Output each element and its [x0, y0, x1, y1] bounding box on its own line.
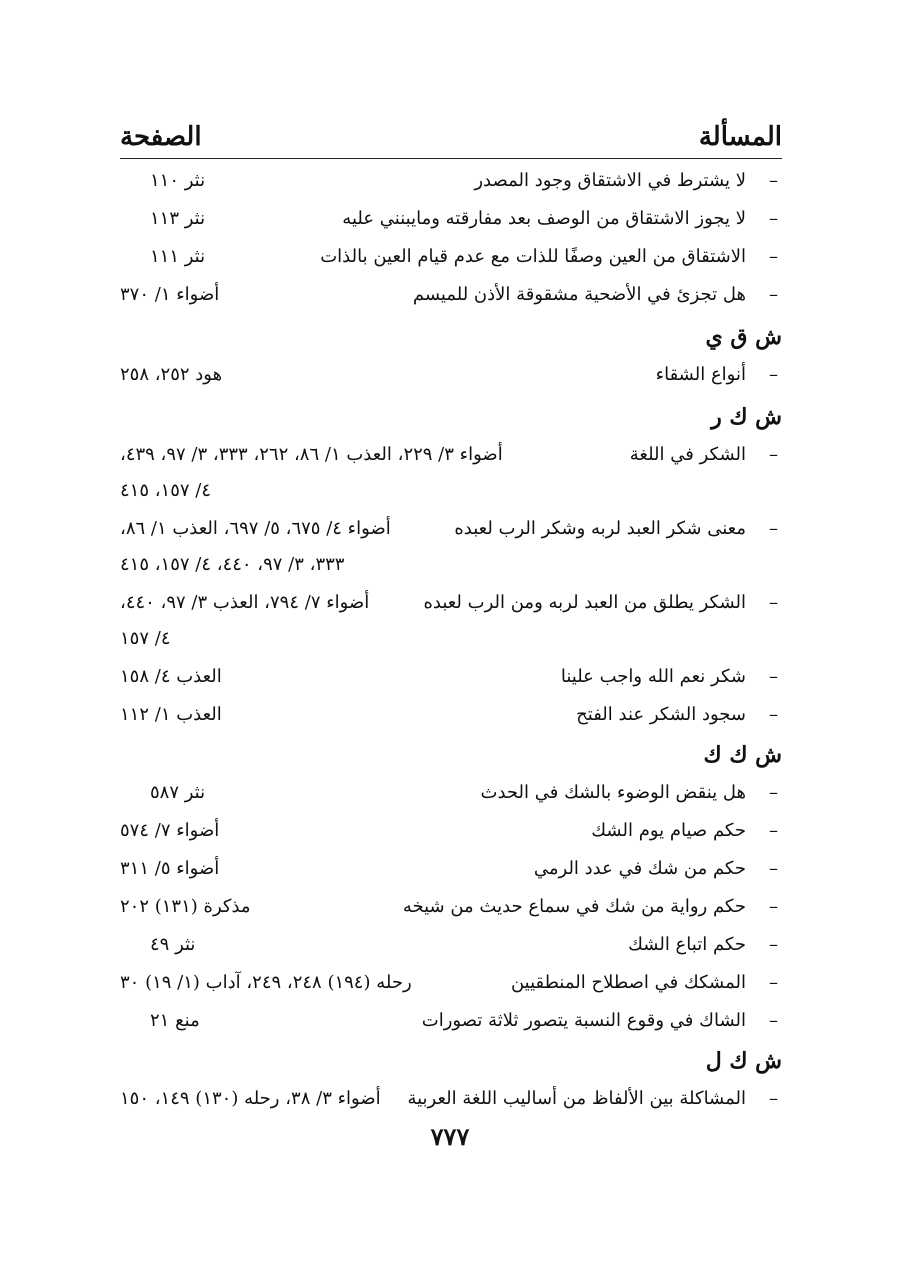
table-header — [120, 118, 782, 159]
entry-dash: – — [769, 1010, 778, 1031]
entry-reference: منع ٢١ — [150, 1010, 200, 1031]
page-column-heading: الصفحة — [120, 122, 202, 152]
entry-dash: – — [769, 364, 778, 385]
index-entry — [120, 357, 782, 393]
entry-topic: هل تجزئ في الأضحية مشقوقة الأذن للميسم — [412, 284, 746, 305]
entry-topic: شكر نعم الله واجب علينا — [560, 666, 746, 687]
entry-topic: حكم رواية من شك في سماع حديث من شيخه — [402, 896, 746, 917]
entry-reference: العذب ١/ ١١٢ — [120, 704, 222, 725]
entry-dash: – — [769, 782, 778, 803]
entry-topic: المشاكلة بين الألفاظ من أساليب اللغة العربية — [407, 1088, 746, 1109]
entry-reference: نثر ١١٣ — [150, 208, 206, 229]
entry-topic: الاشتقاق من العين وصفًا للذات مع عدم قيام العين بالذات — [320, 246, 746, 267]
entry-reference: هود ٢٥٢، ٢٥٨ — [120, 364, 223, 385]
entry-reference: أضواء ٣/ ٢٢٩، العذب ١/ ٨٦، ٢٦٢، ٣٣٣، ٣/ ٩٧، ٤٣٩، — [120, 444, 503, 465]
entry-dash: – — [769, 972, 778, 993]
entry-topic: الشكر يطلق من العبد لربه ومن الرب لعبده — [423, 592, 746, 613]
issue-column-heading: المسألة — [698, 122, 782, 152]
entry-topic: الشكر في اللغة — [629, 444, 746, 465]
index-page — [120, 118, 782, 1109]
entry-dash: – — [769, 284, 778, 305]
index-entry — [120, 965, 782, 1001]
index-entry — [120, 437, 782, 473]
entry-dash: – — [769, 208, 778, 229]
entry-reference: أضواء ١/ ٣٧٠ — [120, 284, 220, 305]
entry-reference: نثر ١١٠ — [150, 170, 206, 191]
entry-dash: – — [769, 170, 778, 191]
index-entry — [120, 511, 782, 547]
entry-topic: معنى شكر العبد لربه وشكر الرب لعبده — [454, 518, 746, 539]
entry-reference: العذب ٤/ ١٥٨ — [120, 666, 222, 687]
entry-topic: هل ينقض الوضوء بالشك في الحدث — [480, 782, 746, 803]
entry-reference: نثر ٥٨٧ — [150, 782, 206, 803]
index-entry — [120, 201, 782, 237]
entry-dash: – — [769, 666, 778, 687]
entry-reference: مذكرة (١٣١) ٢٠٢ — [120, 896, 251, 917]
entry-dash: – — [769, 592, 778, 613]
entry-dash: – — [769, 704, 778, 725]
entry-dash: – — [769, 896, 778, 917]
entry-topic: لا يشترط في الاشتقاق وجود المصدر — [474, 170, 746, 191]
entry-dash: – — [769, 858, 778, 879]
index-entry — [120, 163, 782, 199]
entry-reference: أضواء ٣/ ٣٨، رحله (١٣٠) ١٤٩، ١٥٠ — [120, 1088, 381, 1109]
entry-reference: نثر ١١١ — [150, 246, 206, 267]
entry-dash: – — [769, 1088, 778, 1109]
index-entry — [120, 1081, 782, 1117]
entry-reference: رحله (١٩٤) ٢٤٨، ٢٤٩، آداب (١/ ١٩) ٣٠ — [120, 972, 412, 993]
entry-reference-continued: ٤/ ١٥٧، ٤١٥ — [120, 480, 212, 501]
entry-topic: أنواع الشقاء — [655, 364, 746, 385]
entry-reference: أضواء ٧/ ٧٩٤، العذب ٣/ ٩٧، ٤٤٠، — [120, 592, 370, 613]
root-heading: ش ق ي — [705, 324, 782, 350]
index-entry — [120, 585, 782, 621]
entry-reference: أضواء ٤/ ٦٧٥، ٥/ ٦٩٧، العذب ١/ ٨٦، — [120, 518, 391, 539]
entry-dash: – — [769, 934, 778, 955]
entry-topic: لا يجوز الاشتقاق من الوصف بعد مفارقته ومايبنني عليه — [342, 208, 746, 229]
entry-dash: – — [769, 444, 778, 465]
root-heading: ش ك ر — [711, 404, 782, 430]
entry-dash: – — [769, 246, 778, 267]
entry-reference-continued: ٣٣٣، ٣/ ٩٧، ٤٤٠، ٤/ ١٥٧، ٤١٥ — [120, 554, 345, 575]
entry-topic: حكم من شك في عدد الرمي — [533, 858, 746, 879]
index-entry — [120, 851, 782, 887]
index-entry — [120, 277, 782, 313]
root-heading: ش ك ك — [703, 742, 782, 768]
entry-reference-continued: ٤/ ١٥٧ — [120, 628, 171, 649]
index-entry — [120, 239, 782, 275]
entry-reference: أضواء ٥/ ٣١١ — [120, 858, 220, 879]
page-number: ٧٧٧ — [430, 1122, 470, 1151]
entry-reference: نثر ٤٩ — [150, 934, 196, 955]
entry-topic: المشكك في اصطلاح المنطقيين — [510, 972, 746, 993]
entry-topic: حكم صيام يوم الشك — [591, 820, 746, 841]
index-entry — [120, 1003, 782, 1039]
root-heading: ش ك ل — [705, 1048, 782, 1074]
entry-reference: أضواء ٧/ ٥٧٤ — [120, 820, 220, 841]
entry-topic: حكم اتباع الشك — [628, 934, 746, 955]
entry-dash: – — [769, 820, 778, 841]
entry-dash: – — [769, 518, 778, 539]
entry-topic: سجود الشكر عند الفتح — [576, 704, 746, 725]
index-entry — [120, 697, 782, 733]
index-entry — [120, 813, 782, 849]
index-entry — [120, 775, 782, 811]
index-entry — [120, 659, 782, 695]
index-entry — [120, 889, 782, 925]
index-entry — [120, 927, 782, 963]
entry-topic: الشاك في وقوع النسبة يتصور ثلاثة تصورات — [421, 1010, 746, 1031]
